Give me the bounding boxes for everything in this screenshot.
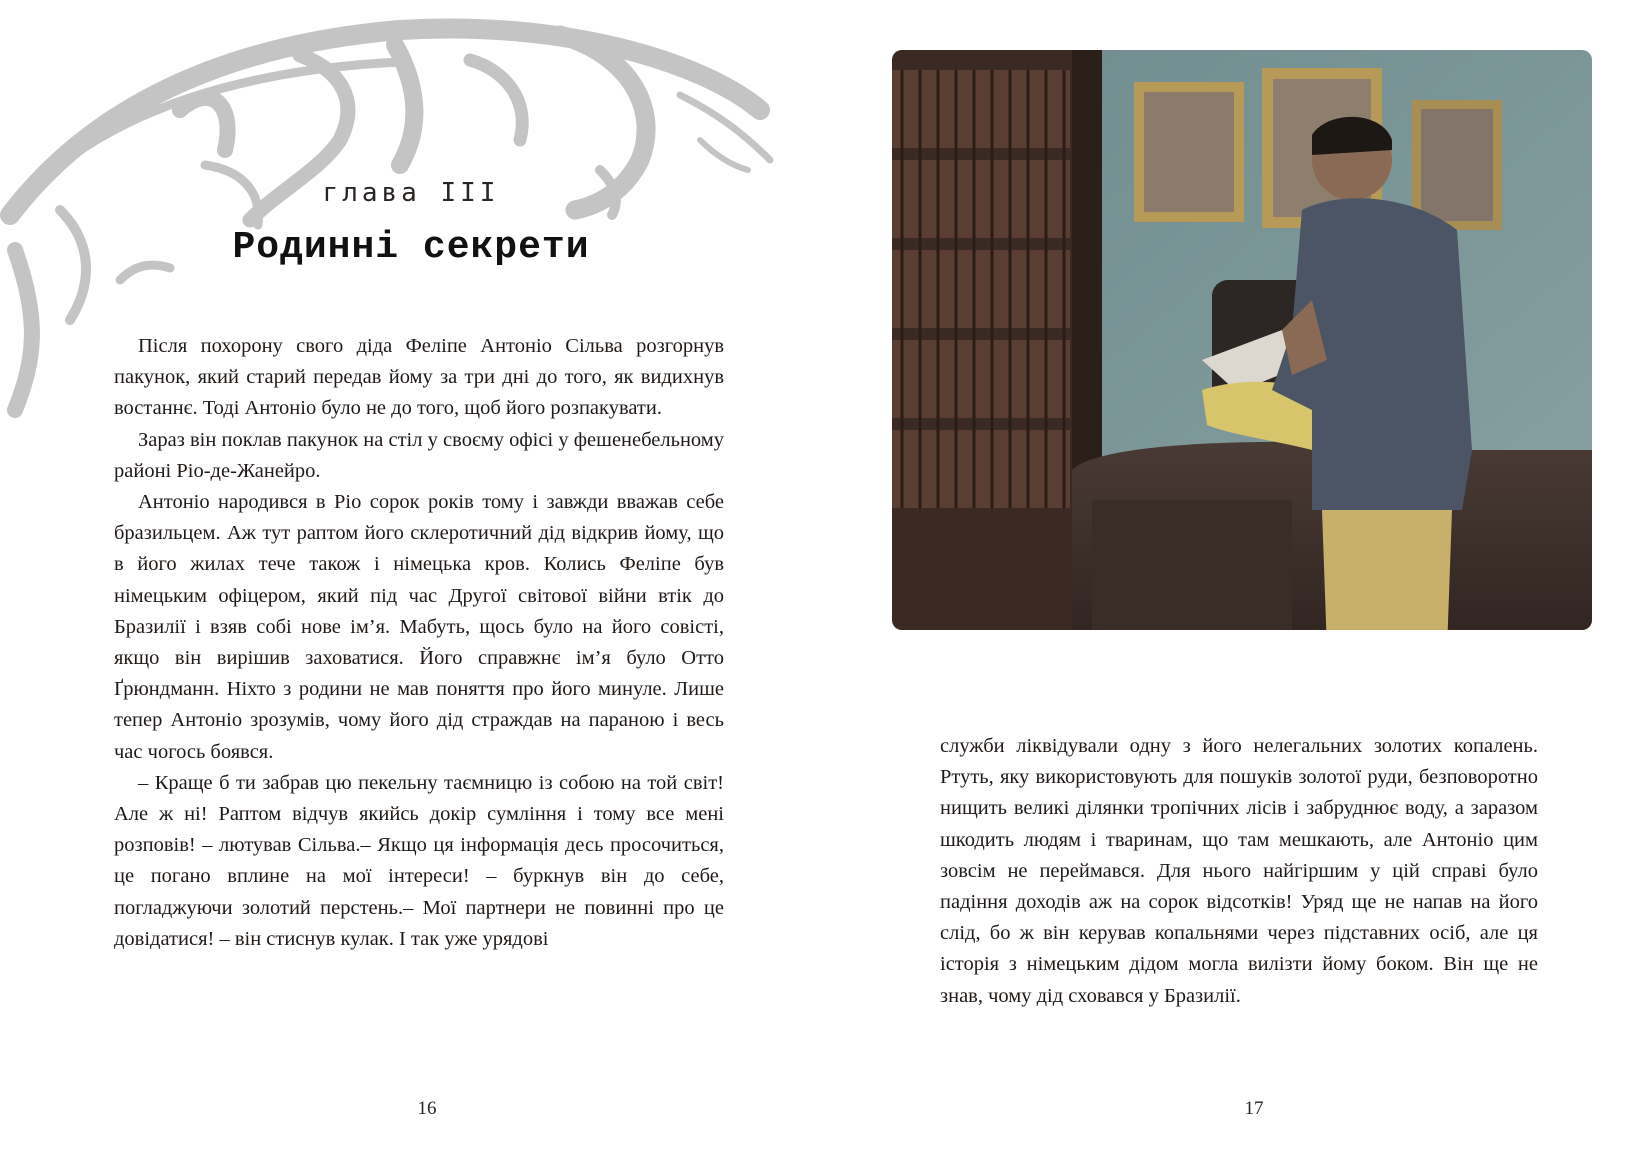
page-number-left: 16	[417, 1098, 437, 1119]
paragraph: Антоніо народився в Ріо сорок років тому і завжди вважав себе бразильцем. Аж тут раптом його склеротичний дід відкрив йому, що в його жилах тече також і німецька кров. Колись Феліпе був німецьким офіцером, який під час Другої світової війни втік до Бразилії і взяв собі нове ім’я. Мабуть, щось було на його совісті, якщо він вирішив заховатися. Його справжнє ім’я було Отто Ґрюндманн. Ніхто з родини не мав поняття про його минуле. Лише тепер Антоніо зрозумів, чому його дід страждав на параною і весь час чогось боявся.	[114, 491, 724, 763]
paragraph: Після похорону свого діда Феліпе Антоніо Сільва розгорнув пакунок, який старий передав йому за три дні до того, як видихнув востаннє. Тоді Антоніо було не до того, щоб його розпакувати.	[114, 335, 724, 420]
paragraph: – Краще б ти забрав цю пекельну таємницю із собою на той світ! Але ж ні! Раптом відчув якийсь докір сумління і тому все мені розповів! – лютував Сільва.– Якщо ця інформація десь просочиться, це погано вплине на мої інтереси! – буркнув він до себе, погладжуючи золотий перстень.– Мої партнери не повинні про це довідатися! – він стиснув кулак. І так уже урядові	[114, 771, 724, 950]
page-number-right: 17	[1244, 1098, 1264, 1119]
paragraph: Зараз він поклав пакунок на стіл у своєму офісі у фешенебельному районі Ріо-де-Жанейро.	[114, 428, 724, 482]
office-illustration	[872, 30, 1612, 650]
right-body-text	[940, 731, 1538, 1012]
chapter-title: Родинні секрети	[232, 226, 590, 269]
left-body-text	[114, 331, 724, 955]
chapter-label: глава III	[322, 178, 500, 208]
paragraph: служби ліквідували одну з його нелегальних золотих копалень. Ртуть, яку використовують для пошуків золотої руди, безповоротно нищить великі ділянки тропічних лісів і забруднює воду, а заразом шкодить людям і тваринам, що там мешкають, але Антоніо цим зовсім не переймався. Для нього найгіршим у цій справі було падіння доходів аж на сорок відсотків! Уряд ще не напав на його слід, бо ж він керував копальнями через підставних осіб, але ця історія з німецьким дідом могла вилізти йому боком. Він ще не знав, чому дід сховався у Бразилії.	[940, 735, 1538, 1007]
